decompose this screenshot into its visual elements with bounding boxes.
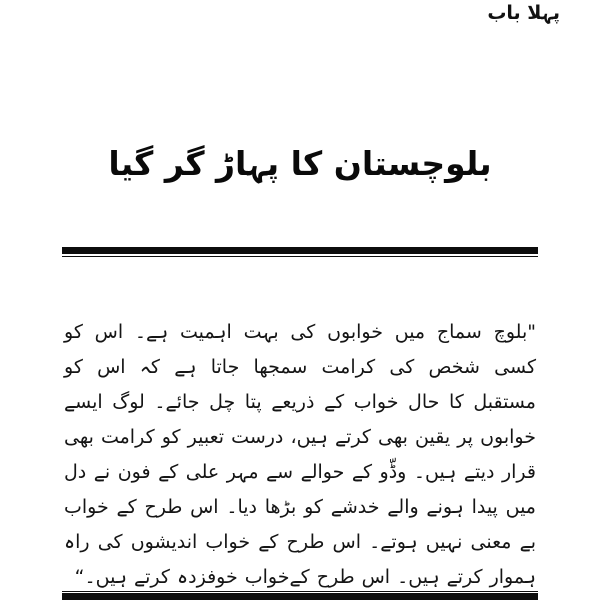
divider-thick-rule bbox=[62, 593, 538, 600]
section-divider-top bbox=[62, 247, 538, 257]
chapter-header: پہلا باب bbox=[487, 2, 560, 24]
divider-thick-rule bbox=[62, 247, 538, 254]
body-paragraph: "بلوچ سماج میں خوابوں کی بہت اہمیت ہے۔ اس کو کسی شخص کی کرامت سمجھا جاتا ہے کہ اس کو مستقبل کا حال خواب کے ذریعے پتا چل جائے۔ لوگ ایسے خوابوں پر یقین بھی کرتے ہیں، درست تعبیر کو کرامت بھی قرار دیتے ہیں۔ وڈّو کے حوالے سے مہر علی کے فون نے دل میں پیدا ہونے والے خدشے کو بڑھا دیا۔ اس طرح کے خواب بے معنی نہیں ہوتے۔ اس طرح کے خواب اندیشوں کی راہ ہموار کرتے ہیں۔ اس طرح کےخواب خوفزدہ کرتے ہیں۔“ bbox=[64, 321, 536, 588]
section-divider-bottom bbox=[62, 591, 538, 600]
page-title: بلوچستان کا پہاڑ گر گیا bbox=[108, 144, 492, 184]
divider-thin-rule bbox=[62, 256, 538, 257]
